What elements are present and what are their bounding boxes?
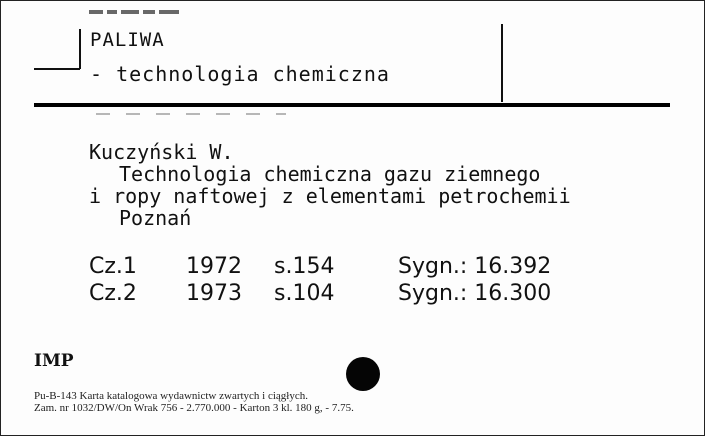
book-title-line-2: i ropy naftowej z elementami petrochemii <box>89 184 571 208</box>
faded-stamp-mark <box>89 7 187 17</box>
publication-year: 1973 <box>186 281 242 306</box>
footer-line-1: Pu-B-143 Karta katalogowa wydawnictw zwartych i ciągłych. <box>34 390 308 402</box>
library-code-stamp: IMP <box>34 351 74 371</box>
bibliographic-entry <box>89 141 571 229</box>
volume-number: Cz.1 <box>89 254 137 279</box>
faint-dashed-rule <box>96 113 286 115</box>
page-count: s.154 <box>274 254 335 279</box>
publication-year: 1972 <box>186 254 242 279</box>
shelf-signature: Sygn.: 16.300 <box>398 281 552 306</box>
footer-line-2: Zam. nr 1032/DW/On Wrak 756 - 2.770.000 - Karton 3 kl. 180 g, - 7.75. <box>34 402 354 414</box>
holding-row <box>89 253 552 280</box>
card-punch-hole <box>346 357 380 391</box>
author-name: Kuczyński W. <box>89 140 234 164</box>
holdings-list <box>89 253 552 307</box>
subject-heading: PALIWA <box>90 29 165 51</box>
holding-row <box>89 280 552 307</box>
subject-corner-line <box>34 68 80 70</box>
page-count: s.104 <box>274 281 335 306</box>
card-print-footer <box>34 390 354 414</box>
subject-subheading: - technologia chemiczna <box>90 62 390 86</box>
publication-place: Poznań <box>119 206 192 230</box>
volume-number: Cz.2 <box>89 281 137 306</box>
book-title-line-1: Technologia chemiczna gazu ziemnego <box>119 162 541 186</box>
subject-left-bracket-line <box>79 29 81 69</box>
subject-right-divider-line <box>501 24 503 102</box>
heading-rule <box>34 103 670 107</box>
shelf-signature: Sygn.: 16.392 <box>398 254 552 279</box>
